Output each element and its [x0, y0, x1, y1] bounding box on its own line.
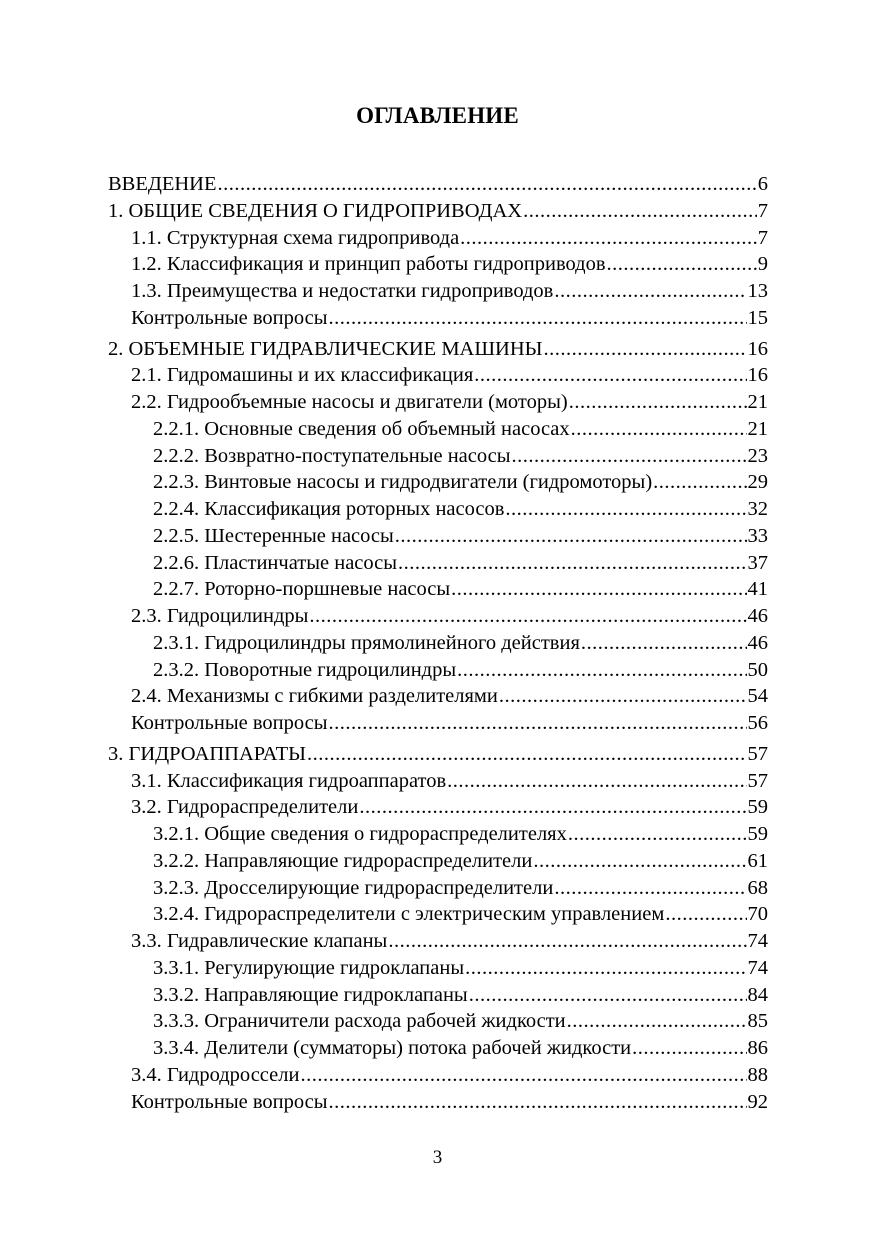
- dot-leader: [571, 416, 747, 442]
- dot-leader: [460, 225, 757, 251]
- toc-entry-title: 1.3. Преимущества и недостатки гидроприводов: [131, 280, 554, 302]
- toc-entry-title: 3.4. Гидродроссели: [131, 1063, 300, 1086]
- toc-entry-title: 2.2.7. Роторно-поршневые насосы: [153, 578, 451, 601]
- dot-leader: [512, 443, 747, 469]
- toc-entry[interactable]: [108, 1089, 768, 1116]
- dot-leader: [568, 821, 747, 847]
- toc-entry-page: 21: [747, 417, 768, 440]
- toc-entry-title: 2.3.2. Поворотные гидроцилиндры: [153, 658, 457, 681]
- dot-leader: [329, 305, 747, 331]
- toc-entry-title: 2.3. Гидроцилиндры: [131, 605, 309, 627]
- dot-leader: [653, 469, 746, 495]
- dot-leader: [329, 1089, 747, 1115]
- toc-entry-title: 2.2.4. Классификация роторных насосов: [153, 498, 505, 520]
- dot-leader: [395, 523, 747, 549]
- toc-entry[interactable]: [108, 901, 768, 928]
- dot-leader: [567, 1008, 747, 1034]
- dot-leader: [457, 657, 746, 683]
- toc-entry-page: 46: [747, 631, 768, 654]
- toc-entry-page: 54: [747, 685, 768, 708]
- toc-entry-page: 32: [747, 498, 768, 520]
- toc-entry-page: 37: [747, 551, 768, 574]
- toc-entry-title: 3.3.4. Делители (сумматоры) потока рабочей жидкости: [153, 1037, 632, 1059]
- dot-leader: [533, 848, 746, 874]
- toc-entry-title: 2.2.6. Пластинчатые насосы: [153, 551, 398, 574]
- toc-entry[interactable]: [108, 550, 768, 577]
- toc-entry-page: 74: [747, 930, 768, 952]
- dot-leader: [307, 741, 747, 767]
- dot-leader: [474, 362, 746, 388]
- dot-leader: [554, 875, 746, 901]
- toc-entry[interactable]: [108, 362, 768, 389]
- toc-entry[interactable]: [108, 443, 768, 470]
- toc-entry-page: 46: [747, 605, 768, 627]
- toc-entry-page: 13: [747, 280, 768, 302]
- dot-leader: [329, 710, 747, 736]
- toc-entry-page: 86: [747, 1037, 768, 1059]
- dot-leader: [665, 901, 746, 927]
- toc-entry-title: ВВЕДЕНИЕ: [108, 173, 217, 195]
- dot-leader: [554, 278, 746, 304]
- toc-entry-page: 88: [747, 1063, 768, 1086]
- toc-entry[interactable]: [108, 875, 768, 902]
- toc-entry-page: 56: [747, 712, 768, 734]
- dot-leader: [581, 630, 747, 656]
- toc-entry[interactable]: [108, 576, 768, 603]
- dot-leader: [469, 982, 747, 1008]
- toc-entry[interactable]: [108, 955, 768, 982]
- toc-entry[interactable]: [108, 821, 768, 848]
- toc-entry[interactable]: [108, 171, 768, 198]
- toc-entry-page: 41: [747, 578, 768, 601]
- toc-entry-title: 3.2.2. Направляющие гидрораспределители: [153, 849, 533, 872]
- dot-leader: [447, 768, 746, 794]
- toc-entry[interactable]: [108, 630, 768, 657]
- toc-entry-title: 1.2. Классификация и принцип работы гидроприводов: [131, 253, 606, 276]
- toc-entry[interactable]: [108, 336, 768, 363]
- toc-entry[interactable]: [108, 1008, 768, 1035]
- page-title: ОГЛАВЛЕНИЕ: [356, 103, 519, 128]
- toc-entry-page: 74: [747, 956, 768, 979]
- toc-entry[interactable]: [108, 198, 768, 225]
- dot-leader: [632, 1035, 746, 1061]
- toc-entry[interactable]: [108, 469, 768, 496]
- toc-entry-page: 59: [747, 796, 768, 819]
- toc-entry-title: 3.3.2. Направляющие гидроклапаны: [153, 983, 468, 1006]
- toc-entry-title: 2.2.2. Возвратно-поступательные насосы: [153, 444, 511, 467]
- dot-leader: [569, 389, 747, 415]
- toc-entry-page: 29: [747, 471, 768, 494]
- toc-entry[interactable]: [108, 1035, 768, 1062]
- toc-entry-title: 2. ОБЪЕМНЫЕ ГИДРАВЛИЧЕСКИЕ МАШИНЫ: [108, 337, 543, 360]
- toc-entry-title: 3.2. Гидрораспределители: [131, 796, 359, 819]
- toc-entry[interactable]: [108, 603, 768, 630]
- page-number: 3: [432, 1147, 443, 1168]
- toc-entry[interactable]: [108, 928, 768, 955]
- toc-entry-title: 2.1. Гидромашины и их классификация: [131, 364, 474, 387]
- toc-entry[interactable]: [108, 741, 768, 768]
- dot-leader: [300, 1062, 746, 1088]
- toc-entry-title: 2.3.1. Гидроцилиндры прямолинейного действия: [153, 631, 580, 654]
- toc-entry-page: 59: [747, 823, 768, 845]
- toc-entry-title: 3.3. Гидравлические клапаны: [131, 930, 388, 952]
- dot-leader: [499, 683, 747, 709]
- toc-entry-title: 3.3.3. Ограничители расхода рабочей жидкости: [153, 1010, 566, 1033]
- toc-entry-page: 57: [747, 769, 768, 792]
- toc-entry-page: 15: [747, 306, 768, 329]
- toc-entry-page: 84: [747, 983, 768, 1006]
- toc-entry-title: 2.2.1. Основные сведения об объемный насосах: [153, 417, 570, 440]
- toc-entry-title: Контрольные вопросы: [131, 306, 328, 329]
- dot-leader: [544, 336, 747, 362]
- toc-entry-title: 3.2.3. Дросселирующие гидрораспределители: [153, 876, 554, 899]
- toc-entry-page: 23: [747, 444, 768, 467]
- toc-entry[interactable]: [108, 496, 768, 523]
- toc-entry-title: Контрольные вопросы: [131, 712, 328, 734]
- toc-entry-title: 1. ОБЩИЕ СВЕДЕНИЯ О ГИДРОПРИВОДАХ: [108, 199, 523, 222]
- table-of-contents: [108, 171, 768, 1115]
- toc-entry-page: 9: [757, 253, 768, 276]
- toc-entry-page: 92: [747, 1090, 768, 1113]
- toc-entry[interactable]: [108, 710, 768, 737]
- toc-entry-title: 2.4. Механизмы с гибкими разделителями: [131, 685, 498, 708]
- toc-entry[interactable]: [108, 848, 768, 875]
- toc-entry-title: 2.2.5. Шестеренные насосы: [153, 524, 394, 547]
- toc-entry[interactable]: [108, 305, 768, 332]
- toc-entry-page: 50: [747, 658, 768, 681]
- dot-leader: [505, 496, 746, 522]
- toc-entry-title: 3.2.4. Гидрораспределители с электрическим управлением: [153, 903, 665, 926]
- toc-entry-page: 57: [747, 742, 768, 765]
- toc-entry-page: 33: [747, 524, 768, 547]
- toc-entry-page: 68: [747, 876, 768, 899]
- toc-entry-page: 7: [757, 226, 768, 249]
- dot-leader: [218, 171, 757, 197]
- toc-entry-page: 6: [757, 173, 768, 195]
- toc-entry-title: Контрольные вопросы: [131, 1090, 328, 1113]
- dot-leader: [465, 955, 746, 981]
- toc-entry-page: 16: [747, 337, 768, 360]
- toc-entry-title: 2.2.3. Винтовые насосы и гидродвигатели (гидромоторы): [153, 471, 653, 494]
- toc-entry-title: 3.2.1. Общие сведения о гидрораспределителях: [153, 823, 567, 845]
- dot-leader: [388, 928, 746, 954]
- toc-entry[interactable]: [108, 416, 768, 443]
- toc-entry[interactable]: [108, 768, 768, 795]
- toc-entry-page: 16: [747, 364, 768, 387]
- toc-entry-page: 7: [757, 199, 768, 222]
- dot-leader: [451, 576, 746, 602]
- toc-entry[interactable]: [108, 683, 768, 710]
- toc-entry-title: 3.3.1. Регулирующие гидроклапаны: [153, 956, 465, 979]
- dot-leader: [359, 794, 746, 820]
- dot-leader: [309, 603, 746, 629]
- toc-entry[interactable]: [108, 982, 768, 1009]
- dot-leader: [523, 198, 757, 224]
- toc-entry[interactable]: [108, 794, 768, 821]
- toc-entry-title: 2.2. Гидрообъемные насосы и двигатели (моторы): [131, 391, 568, 413]
- toc-entry-title: 1.1. Структурная схема гидропривода: [131, 226, 460, 249]
- toc-entry-page: 61: [747, 849, 768, 872]
- toc-entry[interactable]: [108, 523, 768, 550]
- toc-entry-page: 70: [747, 903, 768, 926]
- toc-entry[interactable]: [108, 389, 768, 416]
- dot-leader: [398, 550, 746, 576]
- toc-entry-page: 21: [747, 391, 768, 413]
- toc-entry[interactable]: [108, 251, 768, 278]
- toc-entry[interactable]: [108, 278, 768, 305]
- toc-entry[interactable]: [108, 1062, 768, 1089]
- toc-entry-page: 85: [747, 1010, 768, 1033]
- toc-entry-title: 3.1. Классификация гидроаппаратов: [131, 769, 447, 792]
- toc-entry[interactable]: [108, 657, 768, 684]
- toc-entry-title: 3. ГИДРОАППАРАТЫ: [108, 742, 306, 765]
- dot-leader: [607, 251, 757, 277]
- toc-entry[interactable]: [108, 225, 768, 252]
